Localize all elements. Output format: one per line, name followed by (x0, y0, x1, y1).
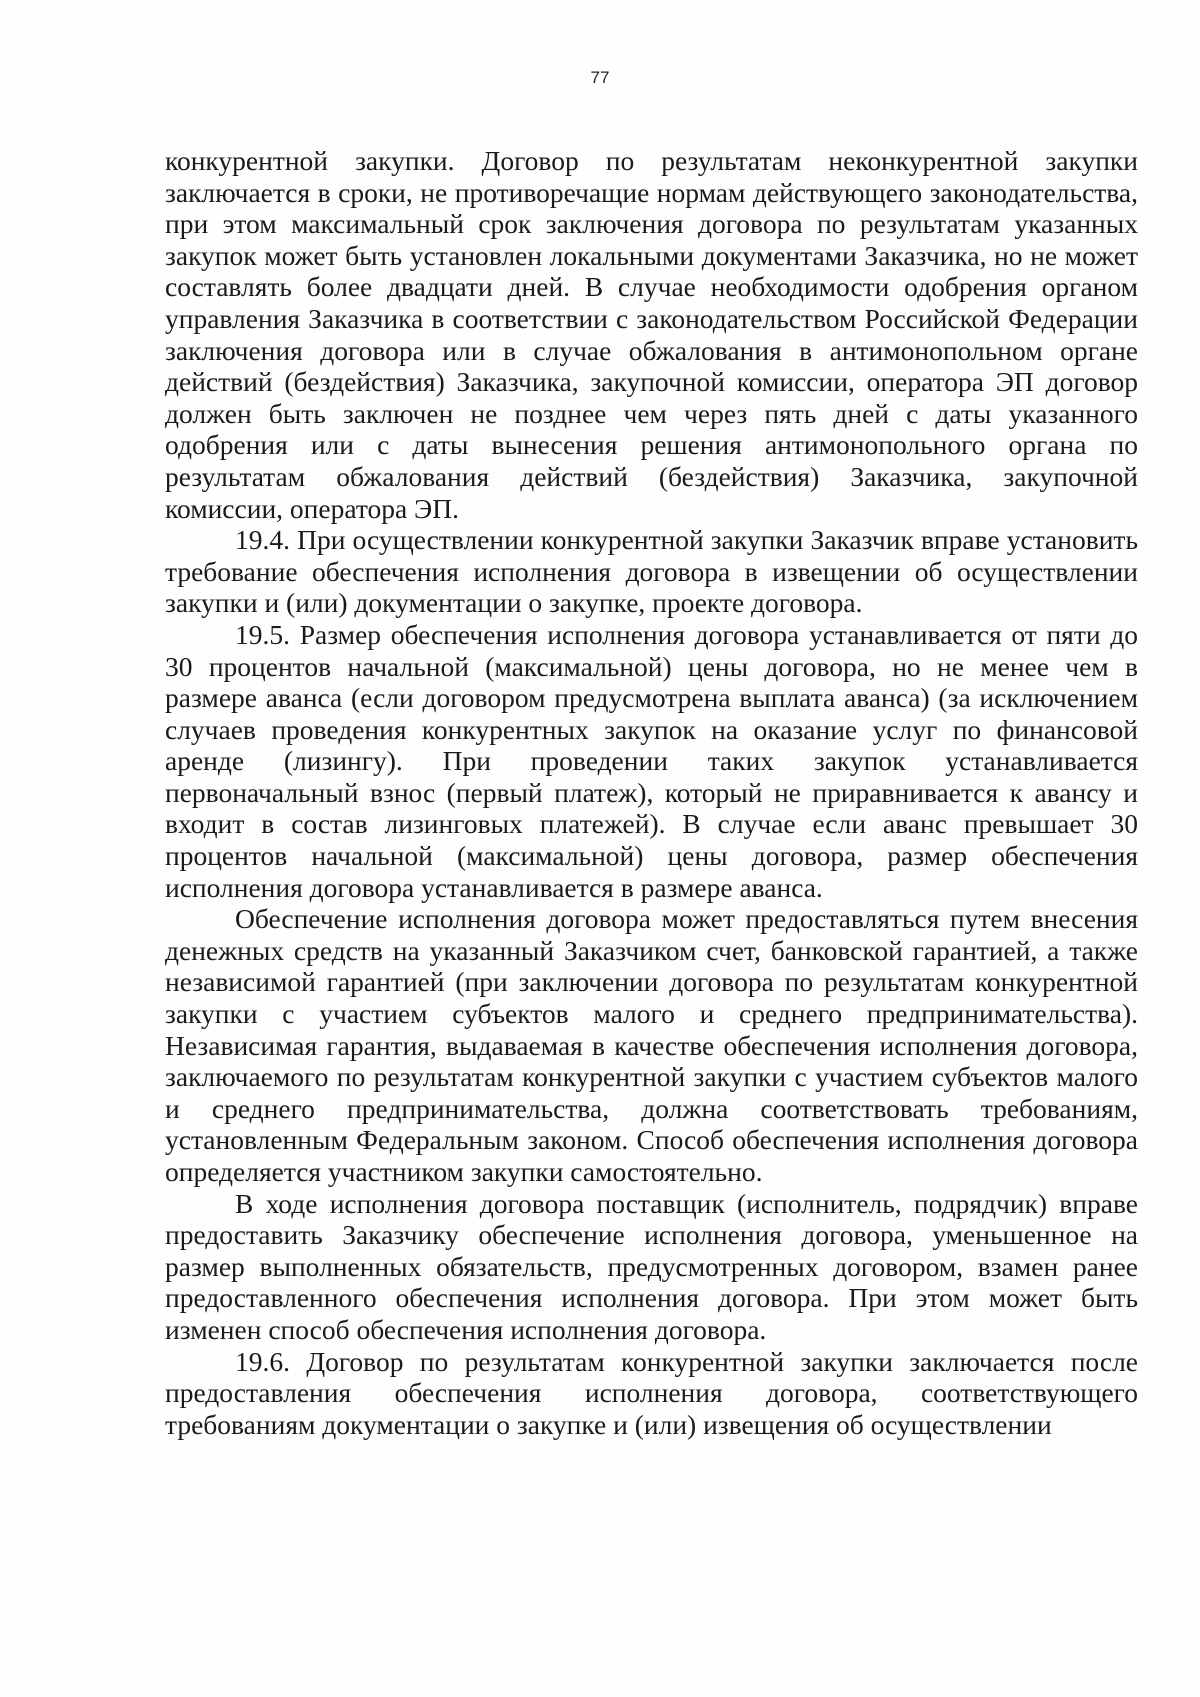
paragraph-security-reduction: В ходе исполнения договора поставщик (исполнитель, подрядчик) вправе предоставить Заказчику обеспечение исполнения договора, уменьшенное на размер выполненных обязательств, предусмотренных договором, взамен ранее предоставленного обеспечения исполнения договора. При этом может быть изменен способ обеспечения исполнения договора. (165, 1187, 1138, 1345)
paragraph-19-5: 19.5. Размер обеспечения исполнения договора устанавливается от пяти до 30 процентов начальной (максимальной) цены договора, но не менее чем в размере аванса (если договором предусмотрена выплата аванса) (за исключением случаев проведения конкурентных закупок на оказание услуг по финансовой аренде (лизингу). При проведении таких закупок устанавливается первоначальный взнос (первый платеж), который не приравнивается к авансу и входит в состав лизинговых платежей). В случае если аванс превышает 30 процентов начальной (максимальной) цены договора, размер обеспечения исполнения договора устанавливается в размере аванса. (165, 618, 1138, 903)
paragraph-19-4: 19.4. При осуществлении конкурентной закупки Заказчик вправе установить требование обеспечения исполнения договора в извещении об осуществлении закупки и (или) документации о закупке, проекте договора. (165, 524, 1138, 619)
paragraph-19-6: 19.6. Договор по результатам конкурентной закупки заключается после предоставления обеспечения исполнения договора, соответствующего требованиям документации о закупке и (или) извещения об осуществлении (165, 1345, 1138, 1440)
document-body (165, 145, 1138, 1440)
page-number: 77 (590, 68, 610, 87)
paragraph-continuation: конкурентной закупки. Договор по результатам неконкурентной закупки заключается в сроки, не противоречащие нормам действующего законодательства, при этом максимальный срок заключения договора по результатам указанных закупок может быть установлен локальными документами Заказчика, но не может составлять более двадцати дней. В случае необходимости одобрения органом управления Заказчика в соответствии с законодательством Российской Федерации заключения договора или в случае обжалования в антимонопольном органе действий (бездействия) Заказчика, закупочной комиссии, оператора ЭП договор должен быть заключен не позднее чем через пять дней с даты указанного одобрения или с даты вынесения решения антимонопольного органа по результатам обжалования действий (бездействия) Заказчика, закупочной комиссии, оператора ЭП. (165, 145, 1138, 524)
paragraph-security-methods: Обеспечение исполнения договора может предоставляться путем внесения денежных средств на указанный Заказчиком счет, банковской гарантией, а также независимой гарантией (при заключении договора по результатам конкурентной закупки с участием субъектов малого и среднего предпринимательства). Независимая гарантия, выдаваемая в качестве обеспечения исполнения договора, заключаемого по результатам конкурентной закупки с участием субъектов малого и среднего предпринимательства, должна соответствовать требованиям, установленным Федеральным законом. Способ обеспечения исполнения договора определяется участником закупки самостоятельно. (165, 903, 1138, 1187)
